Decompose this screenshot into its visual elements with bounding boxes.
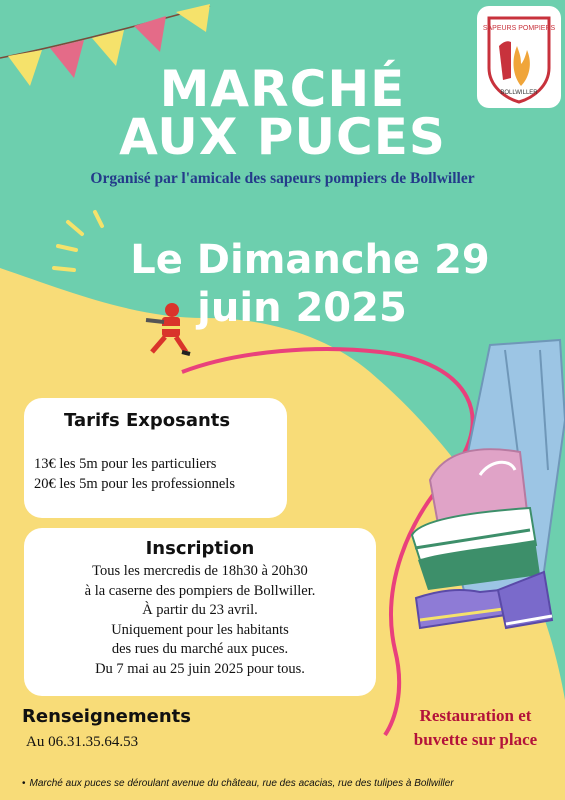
inscription-details — [24, 562, 376, 679]
inscription-title: Inscription — [145, 538, 255, 559]
restauration-line-1: Restauration et — [419, 706, 532, 725]
footer-bullet: • — [22, 778, 26, 789]
inscription-line: Uniquement pour les habitants — [111, 621, 289, 638]
tarif-line-professionnels: 20€ les 5m pour les professionnels — [34, 476, 235, 492]
renseignements-phone: Au 06.31.35.64.53 — [26, 734, 139, 750]
inscription-line: Tous les mercredis de 18h30 à 20h30 — [92, 563, 308, 579]
title-line-1: MARCHÉ — [159, 60, 406, 118]
footer-text: Marché aux puces se déroulant avenue du château, rue des acacias, rue des tulipes à Bollwiller — [29, 778, 454, 789]
tarifs-title: Tarifs Exposants — [64, 410, 231, 431]
restauration-text — [388, 704, 563, 752]
date-line-2: juin 2025 — [197, 285, 407, 331]
tarifs-card — [24, 398, 287, 518]
footer-note — [22, 778, 562, 789]
inscription-line: Du 7 mai au 25 juin 2025 pour tous. — [95, 660, 305, 677]
inscription-line: des rues du marché aux puces. — [111, 641, 289, 657]
tarif-line-particuliers: 13€ les 5m pour les particuliers — [34, 456, 217, 472]
inscription-line: À partir du 23 avril. — [142, 602, 258, 618]
logo-bottom-text: BOLLWILLER — [500, 90, 538, 96]
date-line-1: Le Dimanche 29 — [130, 237, 490, 283]
organizer-text: Organisé par l'amicale des sapeurs pompiers de Bollwiller — [90, 170, 475, 187]
inscription-card — [24, 528, 376, 696]
restauration-line-2: buvette sur place — [413, 730, 538, 749]
title-line-2: AUX PUCES — [119, 108, 446, 166]
renseignements-title: Renseignements — [22, 706, 191, 727]
inscription-line: à la caserne des pompiers de Bollwiller. — [84, 582, 316, 599]
logo-top-text: SAPEURS POMPIERS — [482, 25, 556, 32]
clothes-pile-icon — [412, 340, 565, 612]
